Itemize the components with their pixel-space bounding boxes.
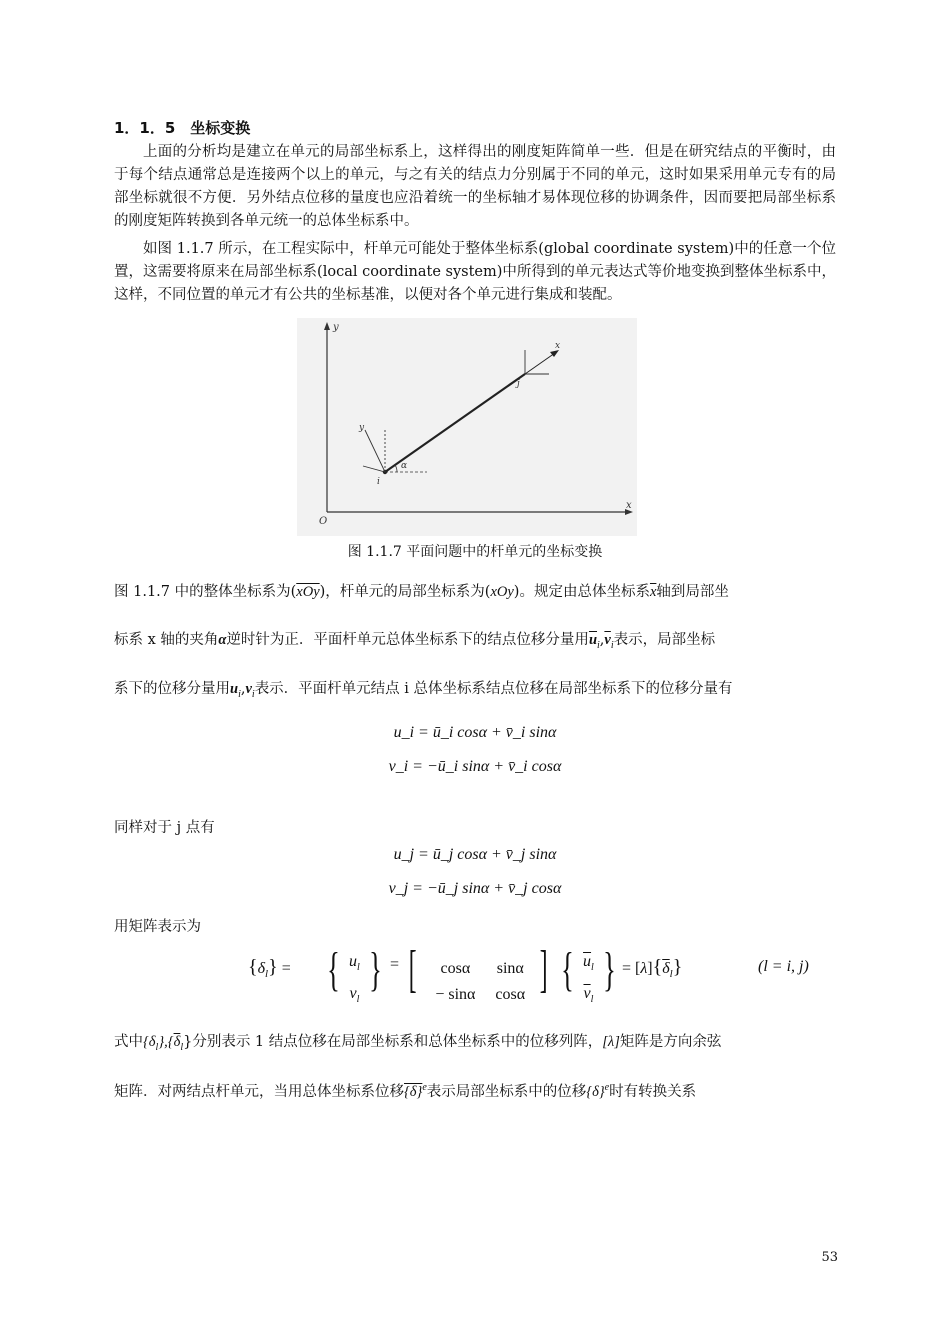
brace-close: } <box>369 943 382 996</box>
subscript: l <box>357 962 360 974</box>
text-span: )，杆单元的局部坐标系为( <box>319 584 491 600</box>
page-number: 53 <box>821 1250 838 1265</box>
v-bar-entry: $\overline{v}$ <box>583 985 591 1003</box>
delta-global-symbol: $\overline{\delta}$ <box>173 1034 181 1050</box>
text-span: , <box>240 681 246 697</box>
text-span: 轴到局部坐 <box>656 584 729 600</box>
brace-open: { <box>561 943 574 996</box>
m22: cosα <box>495 986 526 1004</box>
delta-l-lhs: $\{\delta_l\}$ = <box>248 956 291 981</box>
subscript: l <box>180 1041 184 1053</box>
vector-column <box>349 949 360 1013</box>
u-entry: u <box>349 953 358 971</box>
global-system-symbol: $\overline{xOy}$ <box>296 584 320 600</box>
figure-caption: 图 1.1.7 平面问题中的杆单元的坐标变换 <box>347 544 603 560</box>
subscript: l <box>265 968 269 981</box>
vector-column <box>583 949 594 1013</box>
figure-scan-background <box>297 318 637 536</box>
v-entry: v <box>349 985 357 1003</box>
text-span: },{ <box>158 1034 174 1050</box>
subscript: l <box>155 1041 159 1053</box>
u-bar-symbol: $\overline{u}$ <box>588 632 598 648</box>
lambda-symbol: λ <box>640 960 648 977</box>
matrix-col-1 <box>435 956 475 1008</box>
text-line-1 <box>114 580 729 601</box>
paragraph-1: 上面的分析均是建立在单元的局部坐标系上，这样得出的刚度矩阵简单一些．但是在研究结点的平衡时，由于每个结点通常总是连接两个以上的单元，与之有关的结点力分别属于不同的单元，这时如果采用单元专有的局部坐标就很不方便．另外结点位移的量度也应沿着统一的坐标轴才易体现位移的协调条件，因而要把局部坐标系的刚度矩阵转换到各单元统一的总体坐标系中。 <box>114 144 836 229</box>
alpha-label: α <box>401 461 408 471</box>
superscript: e <box>604 1082 610 1094</box>
equals-sign: = <box>390 956 400 973</box>
subscript: i <box>597 639 600 651</box>
subscript: l <box>669 968 673 981</box>
delta-symbol: δ <box>257 960 266 977</box>
text-line-2 <box>114 628 715 651</box>
text-span: 式中 <box>114 1034 143 1050</box>
section-heading: 1．1．5 坐标变换 <box>114 119 251 137</box>
lambda-matrix-symbol: [λ] <box>602 1034 620 1050</box>
node-j-label: j <box>517 379 520 389</box>
bracket-close: ] <box>539 941 548 998</box>
subscript: i <box>238 688 241 700</box>
global-element-displacement: {δ} <box>404 1084 423 1100</box>
text-span: 标系 x 轴的夹角 <box>114 632 219 648</box>
paragraph-2: 如图 1.1.7 所示，在工程实际中，杆单元可能处于整体坐标系(global coordinate system)中的任意一个位置，这需要将原来在局部坐标系(local coordinate system)中所得到的单元表达式等价地变换到整体坐标系中，这样，不同位置的单元才有公共的坐标基准，以便对各个单元进行集成和装配。 <box>114 241 836 303</box>
text-span: 表示．平面杆单元结点 i 总体坐标系结点位移在局部坐标系下的位移分量有 <box>254 681 733 697</box>
index-condition <box>758 958 809 976</box>
local-y-label: y <box>359 423 365 433</box>
subscript: l <box>590 994 594 1006</box>
local-element-displacement: {δ} <box>586 1084 605 1100</box>
global-x-label: x <box>626 500 632 511</box>
text-span: 矩阵是方向余弦 <box>619 1034 722 1050</box>
matrix-col-2 <box>495 956 525 1008</box>
subscript: i <box>251 688 255 700</box>
m21: − sinα <box>435 986 476 1004</box>
m12: sinα <box>496 960 524 978</box>
text-line-5 <box>114 1080 696 1101</box>
subscript: i <box>610 639 614 651</box>
origin-label: O <box>319 516 328 527</box>
text-span: , <box>599 632 605 648</box>
equation-ui: u_i = ū_i cosα + v̄_i sinα <box>393 724 557 741</box>
equation-vj: v_j = −ū_j sinα + v̄_j cosα <box>388 880 562 897</box>
brace-open: { <box>327 943 340 996</box>
local-system-symbol: xOy <box>490 584 514 600</box>
text-line-3 <box>114 677 733 700</box>
brace-close: } <box>603 943 616 996</box>
local-displacement-vector <box>322 942 387 1014</box>
text-span: 图 1.1.7 中的整体坐标系为( <box>114 584 297 600</box>
delta-local-symbol: {δ <box>143 1034 156 1050</box>
bracket-open: [ <box>408 941 417 998</box>
text-span: 系下的位移分量用 <box>114 681 230 697</box>
matrix-intro: 用矩阵表示为 <box>114 919 201 935</box>
figure-coordinate-transform <box>297 318 637 536</box>
subscript: l <box>591 962 594 974</box>
lambda-product: = $[\lambda]\{\overline{\delta}_l\}$ <box>622 956 683 981</box>
text-span: 矩阵．对两结点杆单元，当用总体坐标系位移 <box>114 1084 404 1100</box>
global-y-label: y <box>333 322 339 333</box>
delta-bar-symbol: $\overline{\delta}$ <box>662 960 670 977</box>
alpha-symbol: α <box>218 632 227 648</box>
subscript: l <box>356 994 360 1006</box>
text-span: )。规定由总体坐标系 <box>513 584 650 600</box>
text-line-4 <box>114 1030 721 1053</box>
index-condition-text: (l = i, j) <box>758 958 809 975</box>
same-for-j: 同样对于 j 点有 <box>114 820 215 836</box>
text-span: 表示局部坐标系中的位移 <box>426 1084 587 1100</box>
figure-diagram <box>297 318 637 536</box>
text-span: }分别表示 1 结点位移在局部坐标系和总体坐标系中的位移列阵， <box>183 1034 603 1050</box>
rotation-matrix <box>404 942 552 1008</box>
equation-vi: v_i = −ū_i sinα + v̄_i cosα <box>388 758 562 775</box>
text-span: 时有转换关系 <box>609 1084 697 1100</box>
equation-uj: u_j = ū_j cosα + v̄_j sinα <box>393 846 557 863</box>
global-displacement-vector <box>556 942 621 1014</box>
u-bar-entry: $\overline{u}$ <box>583 953 592 971</box>
text-span: 逆时针为正．平面杆单元总体坐标系下的结点位移分量用 <box>226 632 589 648</box>
v-symbol: v <box>245 681 252 697</box>
v-bar-symbol: $\overline{v}$ <box>604 632 611 648</box>
superscript: e <box>422 1082 427 1094</box>
global-x-symbol: $\overline{x}$ <box>649 584 657 600</box>
u-symbol: u <box>230 681 239 697</box>
m11: cosα <box>440 960 471 978</box>
node-i-label: i <box>377 477 380 487</box>
local-x-label: x <box>555 341 561 351</box>
text-span: 表示，局部坐标 <box>613 632 716 648</box>
